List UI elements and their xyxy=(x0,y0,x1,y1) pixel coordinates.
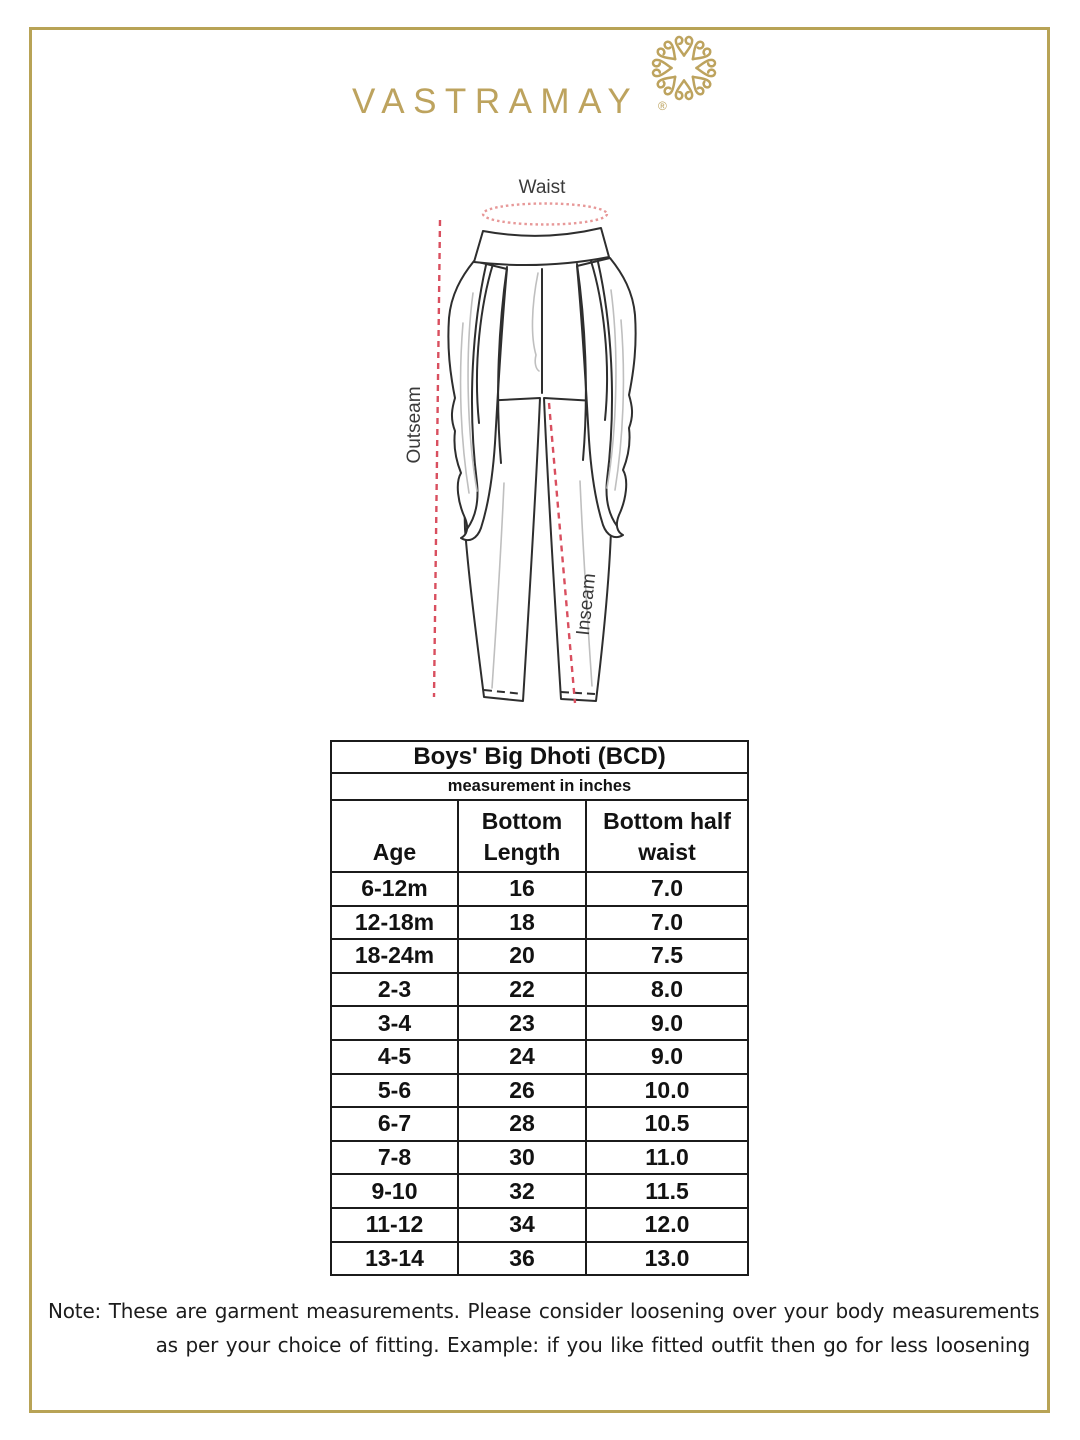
table-cell: 10.0 xyxy=(586,1074,748,1108)
table-cell: 18 xyxy=(458,906,586,940)
table-cell: 34 xyxy=(458,1208,586,1242)
table-cell: 23 xyxy=(458,1006,586,1040)
outseam-dash-line xyxy=(434,220,440,697)
table-cell: 32 xyxy=(458,1174,586,1208)
note-line-2: as per your choice of fitting. Example: if you like fitted outfit then go for less loosening xyxy=(155,1333,1030,1357)
table-cell: 11.5 xyxy=(586,1174,748,1208)
table-title-row xyxy=(331,741,748,773)
table-subtitle-row xyxy=(331,773,748,800)
table-row xyxy=(331,973,748,1007)
table-cell: 20 xyxy=(458,939,586,973)
table-row xyxy=(331,906,748,940)
size-chart-table xyxy=(330,740,749,1276)
table-title: Boys' Big Dhoti (BCD) xyxy=(331,741,748,773)
table-cell: 24 xyxy=(458,1040,586,1074)
table-row xyxy=(331,1174,748,1208)
table-unit-note: measurement in inches xyxy=(331,773,748,800)
table-cell: 22 xyxy=(458,973,586,1007)
table-header-row xyxy=(331,800,748,872)
table-cell: 16 xyxy=(458,872,586,906)
table-cell: 12.0 xyxy=(586,1208,748,1242)
note-line-1: Note: These are garment measurements. Please consider loosening over your body measurements xyxy=(48,1299,1040,1323)
inseam-label: Inseam xyxy=(572,572,601,637)
table-cell: 7.0 xyxy=(586,906,748,940)
table-row xyxy=(331,1040,748,1074)
table-row xyxy=(331,872,748,906)
table-cell: 12-18m xyxy=(331,906,458,940)
table-row xyxy=(331,1074,748,1108)
table-cell: 36 xyxy=(458,1242,586,1276)
table-cell: 9.0 xyxy=(586,1040,748,1074)
column-header-bottom-length: Bottom Length xyxy=(458,800,586,872)
table-cell: 6-12m xyxy=(331,872,458,906)
measurement-note xyxy=(48,1294,1040,1362)
table-cell: 13-14 xyxy=(331,1242,458,1276)
table-cell: 28 xyxy=(458,1107,586,1141)
table-cell: 30 xyxy=(458,1141,586,1175)
waist-label: Waist xyxy=(518,177,566,198)
size-table-body xyxy=(331,872,748,1275)
table-cell: 26 xyxy=(458,1074,586,1108)
table-row xyxy=(331,1107,748,1141)
dhoti-measurement-diagram xyxy=(403,173,703,735)
registered-trademark-symbol: ® xyxy=(658,99,667,113)
table-cell: 3-4 xyxy=(331,1006,458,1040)
table-row xyxy=(331,1208,748,1242)
brand-floral-mark-icon xyxy=(645,29,723,107)
table-cell: 9-10 xyxy=(331,1174,458,1208)
table-cell: 13.0 xyxy=(586,1242,748,1276)
table-row xyxy=(331,1006,748,1040)
table-cell: 6-7 xyxy=(331,1107,458,1141)
table-cell: 11-12 xyxy=(331,1208,458,1242)
brand-logo-text: VASTRAMAY xyxy=(352,82,640,121)
table-row xyxy=(331,1242,748,1276)
table-cell: 4-5 xyxy=(331,1040,458,1074)
column-header-age: Age xyxy=(331,800,458,872)
table-row xyxy=(331,1141,748,1175)
table-cell: 7.0 xyxy=(586,872,748,906)
column-header-bottom-half-waist: Bottom half waist xyxy=(586,800,748,872)
outseam-label: Outseam xyxy=(404,386,425,464)
waistband-outline xyxy=(474,228,609,265)
table-cell: 2-3 xyxy=(331,973,458,1007)
table-cell: 18-24m xyxy=(331,939,458,973)
waist-ellipse-guide xyxy=(483,204,607,225)
table-cell: 7-8 xyxy=(331,1141,458,1175)
table-cell: 5-6 xyxy=(331,1074,458,1108)
table-cell: 10.5 xyxy=(586,1107,748,1141)
table-cell: 8.0 xyxy=(586,973,748,1007)
table-cell: 7.5 xyxy=(586,939,748,973)
table-row xyxy=(331,939,748,973)
table-cell: 11.0 xyxy=(586,1141,748,1175)
table-cell: 9.0 xyxy=(586,1006,748,1040)
